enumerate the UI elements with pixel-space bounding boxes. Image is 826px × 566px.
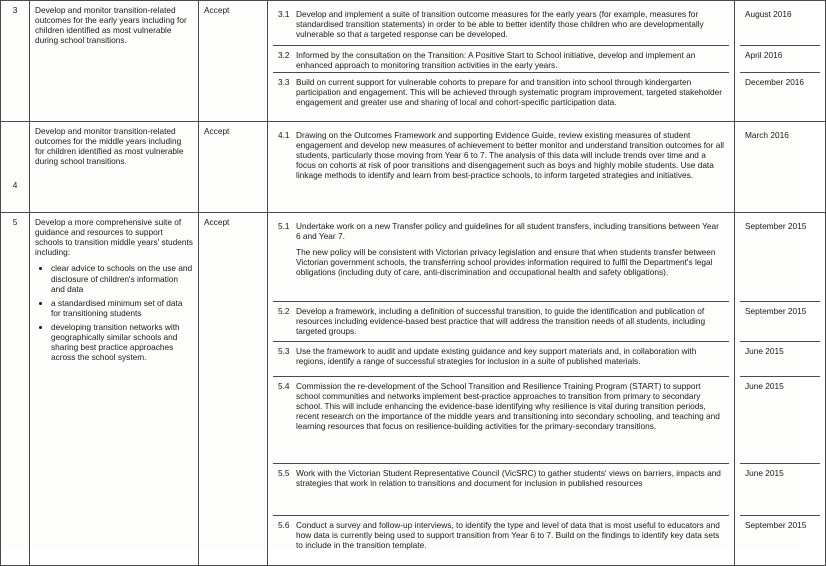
action-number: 3.1: [278, 9, 290, 19]
bullet-item: • a standardised minimum set of data for transitioning students: [51, 298, 193, 318]
action-number: 5.2: [278, 306, 290, 316]
action-item: [273, 73, 729, 117]
action-text: [296, 9, 724, 41]
bullet-item: • clear advice to schools on the use and disclosure of children's information and data: [51, 263, 193, 293]
timeline-date: September 2015: [745, 520, 807, 530]
response-status: Accept: [199, 1, 268, 122]
action-item: [273, 342, 729, 377]
action-text: [296, 50, 724, 71]
table-row: [1, 213, 826, 566]
bullet-item: • developing transition networks with geographically similar schools and sharing best practice approaches across the school system.: [51, 322, 193, 362]
recommendation-body: Develop and monitor transition-related outcomes for the middle years including for children identified as most vulnerable during school transitions.: [35, 126, 184, 167]
action-paragraph: Undertake work on a new Transfer policy and guidelines for all student transfers, including transitions between Year 6 and Year 7.: [296, 221, 719, 242]
action-number: 5.4: [278, 381, 290, 391]
action-text: [296, 346, 724, 372]
actions-cell: [268, 122, 735, 213]
action-text: [296, 221, 724, 297]
action-text: [296, 130, 724, 204]
action-item: [273, 217, 729, 302]
action-item: [273, 377, 729, 464]
action-paragraph: Use the framework to audit and update existing guidance and key support materials and, in collaboration with regions, identify a range of successful strategies for inclusion in a suite of published materials.: [296, 346, 697, 367]
action-number: 4.1: [278, 130, 290, 140]
timeline-date: June 2015: [740, 377, 820, 464]
dates-cell: [735, 1, 826, 122]
timeline-date: March 2016: [745, 130, 789, 140]
response-status: Accept: [199, 122, 268, 213]
recommendation-number: 4: [1, 122, 30, 213]
dates-cell: [735, 213, 826, 566]
response-status: Accept: [199, 213, 268, 566]
table-row: [1, 122, 826, 213]
action-number: 5.5: [278, 468, 290, 478]
timeline-date: September 2015: [740, 302, 820, 342]
action-item: [273, 464, 729, 516]
recommendation-text: [30, 122, 199, 213]
dates-cell: [735, 122, 826, 213]
action-number: 5.6: [278, 520, 290, 530]
recommendation-text: [30, 1, 199, 122]
action-number: 3.3: [278, 77, 290, 87]
timeline-date: June 2015: [740, 464, 820, 516]
action-number: 5.3: [278, 346, 290, 356]
action-text: [296, 381, 724, 459]
timeline-date: August 2016: [740, 5, 820, 46]
recommendation-body: Develop and monitor transition-related outcomes for the early years including for children identified as most vulnerable during school transitions.: [35, 5, 187, 46]
recommendation-number: 3: [1, 1, 30, 122]
actions-cell: [268, 213, 735, 566]
action-text: [296, 520, 724, 557]
timeline-date: June 2015: [740, 342, 820, 377]
action-paragraph: Work with the Victorian Student Representative Council (VicSRC) to gather students' views on barriers, impacts and strategies that work in relation to transitions and document for inclusion in published resources: [296, 468, 721, 489]
action-paragraph: Develop and implement a suite of transition outcome measures for the early years (for example, measures for standardised transition statements) in order to be able to better identify those children who are developmentally vulnerable so that a targeted response can be developed.: [296, 9, 704, 40]
action-item: [273, 516, 729, 561]
recommendation-body: Develop a more comprehensive suite of guidance and resources to support schools to transition middle years' students including:: [35, 217, 193, 258]
action-paragraph: Build on current support for vulnerable cohorts to prepare for and transition into school through kindergarten participation and engagement. This will be achieved through systematic program improvement, targeted stakeholder engagement and greater use and sharing of local and cohort-specific participation data.: [296, 77, 722, 108]
timeline-date: April 2016: [740, 46, 820, 73]
action-paragraph: Develop a framework, including a definition of successful transition, to guide the identification and publication of resources including evidence-based best practice that will address the transition needs of all students, including targeted groups.: [296, 306, 706, 337]
action-paragraph: Drawing on the Outcomes Framework and supporting Evidence Guide, review existing measures of student engagement and develop new measures of achievement to better monitor and understand transition outcomes for all students, particularly those moving from Year 6 to 7. The analysis of this data will include trends over time and a focus on cohorts at risk of poor transitions and disengagement such as boys and highly mobile students. Use data linkage methods to identify and learn from best-practice schools, to inform targeted strategies and initiatives.: [296, 130, 725, 181]
action-paragraph: Informed by the consultation on the Transition: A Positive Start to School initiative, develop and implement an enhanced approach to monitoring transition activities in the early years.: [296, 50, 696, 71]
action-paragraph: Conduct a survey and follow-up interviews, to identify the type and level of data that is most useful to educators and how data is currently being used to support transition from Year 6 to 7. Build on the findings to identify key data sets to include in the transition template.: [296, 520, 720, 551]
action-text: [296, 306, 724, 337]
actions-cell: [268, 1, 735, 122]
action-paragraph: Commission the re-development of the School Transition and Resilience Training Program (START) to support school communities and networks implement best-practice approaches to transition from primary to secondary school. This will include enhancing the evidence-base identifying why resilience is vital during transition periods, recent research on the importance of the middle years and transitioning into secondary schooling, and teaching and learning resources that focus on resilience-building activities for the primary-secondary transitions.: [296, 381, 720, 432]
action-text: [296, 468, 724, 511]
recommendation-bullets: [35, 263, 193, 362]
action-item: [273, 302, 729, 342]
table-row: [1, 1, 826, 122]
action-text: [296, 77, 724, 113]
recommendation-text: [30, 213, 199, 566]
action-paragraph: The new policy will be consistent with Victorian privacy legislation and ensure that when students transfer between Victorian government schools, the transferring school provides information required to fulfil the Department's legal obligations (including duty of care, anti-discrimination and occupational health and safety obligations).: [296, 247, 716, 278]
action-item: [273, 5, 729, 46]
timeline-date: September 2015: [740, 217, 820, 302]
action-number: 5.1: [278, 221, 290, 231]
action-item: [273, 46, 729, 73]
timeline-date: December 2016: [745, 77, 805, 87]
recommendation-number: 5: [1, 213, 30, 566]
action-number: 3.2: [278, 50, 290, 60]
action-item: [273, 126, 729, 208]
